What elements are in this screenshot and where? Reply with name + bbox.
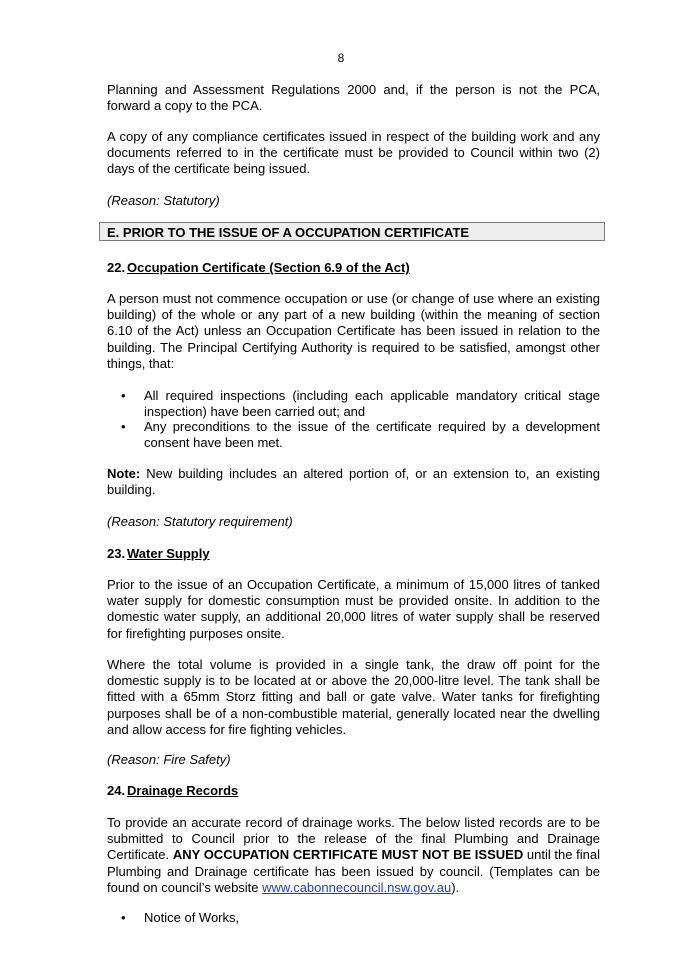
condition-24-paragraph — [107, 815, 600, 896]
condition-24-title: Drainage Records — [127, 783, 239, 798]
condition-22-bullet-1-text: All required inspections (including each applicable mandatory critical stage inspection) have been carried out; and — [144, 388, 600, 420]
section-e-header — [99, 222, 605, 241]
condition-23-reason: (Reason: Fire Safety) — [107, 752, 231, 767]
bullet-icon: • — [121, 419, 126, 434]
condition-22-title: Occupation Certificate (Section 6.9 of the Act) — [127, 260, 410, 275]
condition-22-heading — [107, 260, 410, 275]
condition-24-bullet-1-text: Notice of Works, — [144, 910, 240, 925]
condition-22-number: 22. — [107, 260, 126, 275]
condition-24-text-c: ). — [451, 879, 460, 895]
condition-23-title: Water Supply — [127, 546, 210, 561]
intro-paragraph-2: A copy of any compliance certificates issued in respect of the building work and any documents referred to in the certificate must be provided to Council within two (2) days of the certificate being issued. — [107, 129, 600, 177]
bullet-icon: • — [121, 910, 126, 925]
condition-23-paragraph-2: Where the total volume is provided in a single tank, the draw off point for the domestic supply is to be located at or above the 20,000-litre level. The tank shall be fitted with a 65mm Storz fitting and ball or gate valve. Water tanks for firefighting purposes shall be of a non-combustible material, generally located near the dwelling and allow access for fire fighting vehicles. — [107, 657, 600, 737]
condition-22-note — [107, 466, 600, 498]
condition-22-bullet-2-text: Any preconditions to the issue of the certificate required by a development consent have been met. — [144, 419, 600, 451]
section-e-title: E. PRIOR TO THE ISSUE OF A OCCUPATION CERTIFICATE — [107, 225, 470, 240]
condition-22-reason: (Reason: Statutory requirement) — [107, 514, 293, 529]
condition-23-number: 23. — [107, 546, 126, 561]
page-number: 8 — [337, 51, 345, 65]
condition-24-text-bold: ANY OCCUPATION CERTIFICATE MUST NOT BE ISSUED — [172, 847, 524, 863]
condition-23-paragraph-1: Prior to the issue of an Occupation Certificate, a minimum of 15,000 litres of tanked water supply for domestic consumption must be provided onsite. In addition to the domestic water supply, an additional 20,000 litres of water supply shall be reserved for firefighting purposes onsite. — [107, 577, 600, 641]
condition-22-note-label: Note: — [107, 466, 141, 481]
bullet-icon: • — [121, 388, 126, 403]
condition-24-number: 24. — [107, 783, 126, 798]
condition-23-heading — [107, 546, 210, 561]
condition-24-heading — [107, 783, 238, 798]
intro-reason: (Reason: Statutory) — [107, 193, 220, 208]
condition-24-text-a: To provide an accurate record of drainage works. The below listed records are to be submitted to Council prior to the release of the final Plumbing and Drainage Certificate. — [107, 815, 600, 863]
condition-24-text-b: until the final Plumbing and Drainage certificate has been issued by council. (Templates can be found on council’s website — [107, 847, 600, 895]
condition-22-body: A person must not commence occupation or use (or change of use where an existing building) of the whole or any part of a new building (within the meaning of section 6.10 of the Act) unless an Occupation Certificate has been issued in relation to the building. The Principal Certifying Authority is required to be satisfied, amongst other things, that: — [107, 291, 600, 371]
condition-22-note-text: New building includes an altered portion of, or an extension to, an existing building. — [107, 466, 600, 498]
intro-paragraph-1: Planning and Assessment Regulations 2000 and, if the person is not the PCA, forward a copy to the PCA. — [107, 82, 600, 114]
council-website-link[interactable]: www.cabonnecouncil.nsw.gov.au — [262, 879, 452, 895]
